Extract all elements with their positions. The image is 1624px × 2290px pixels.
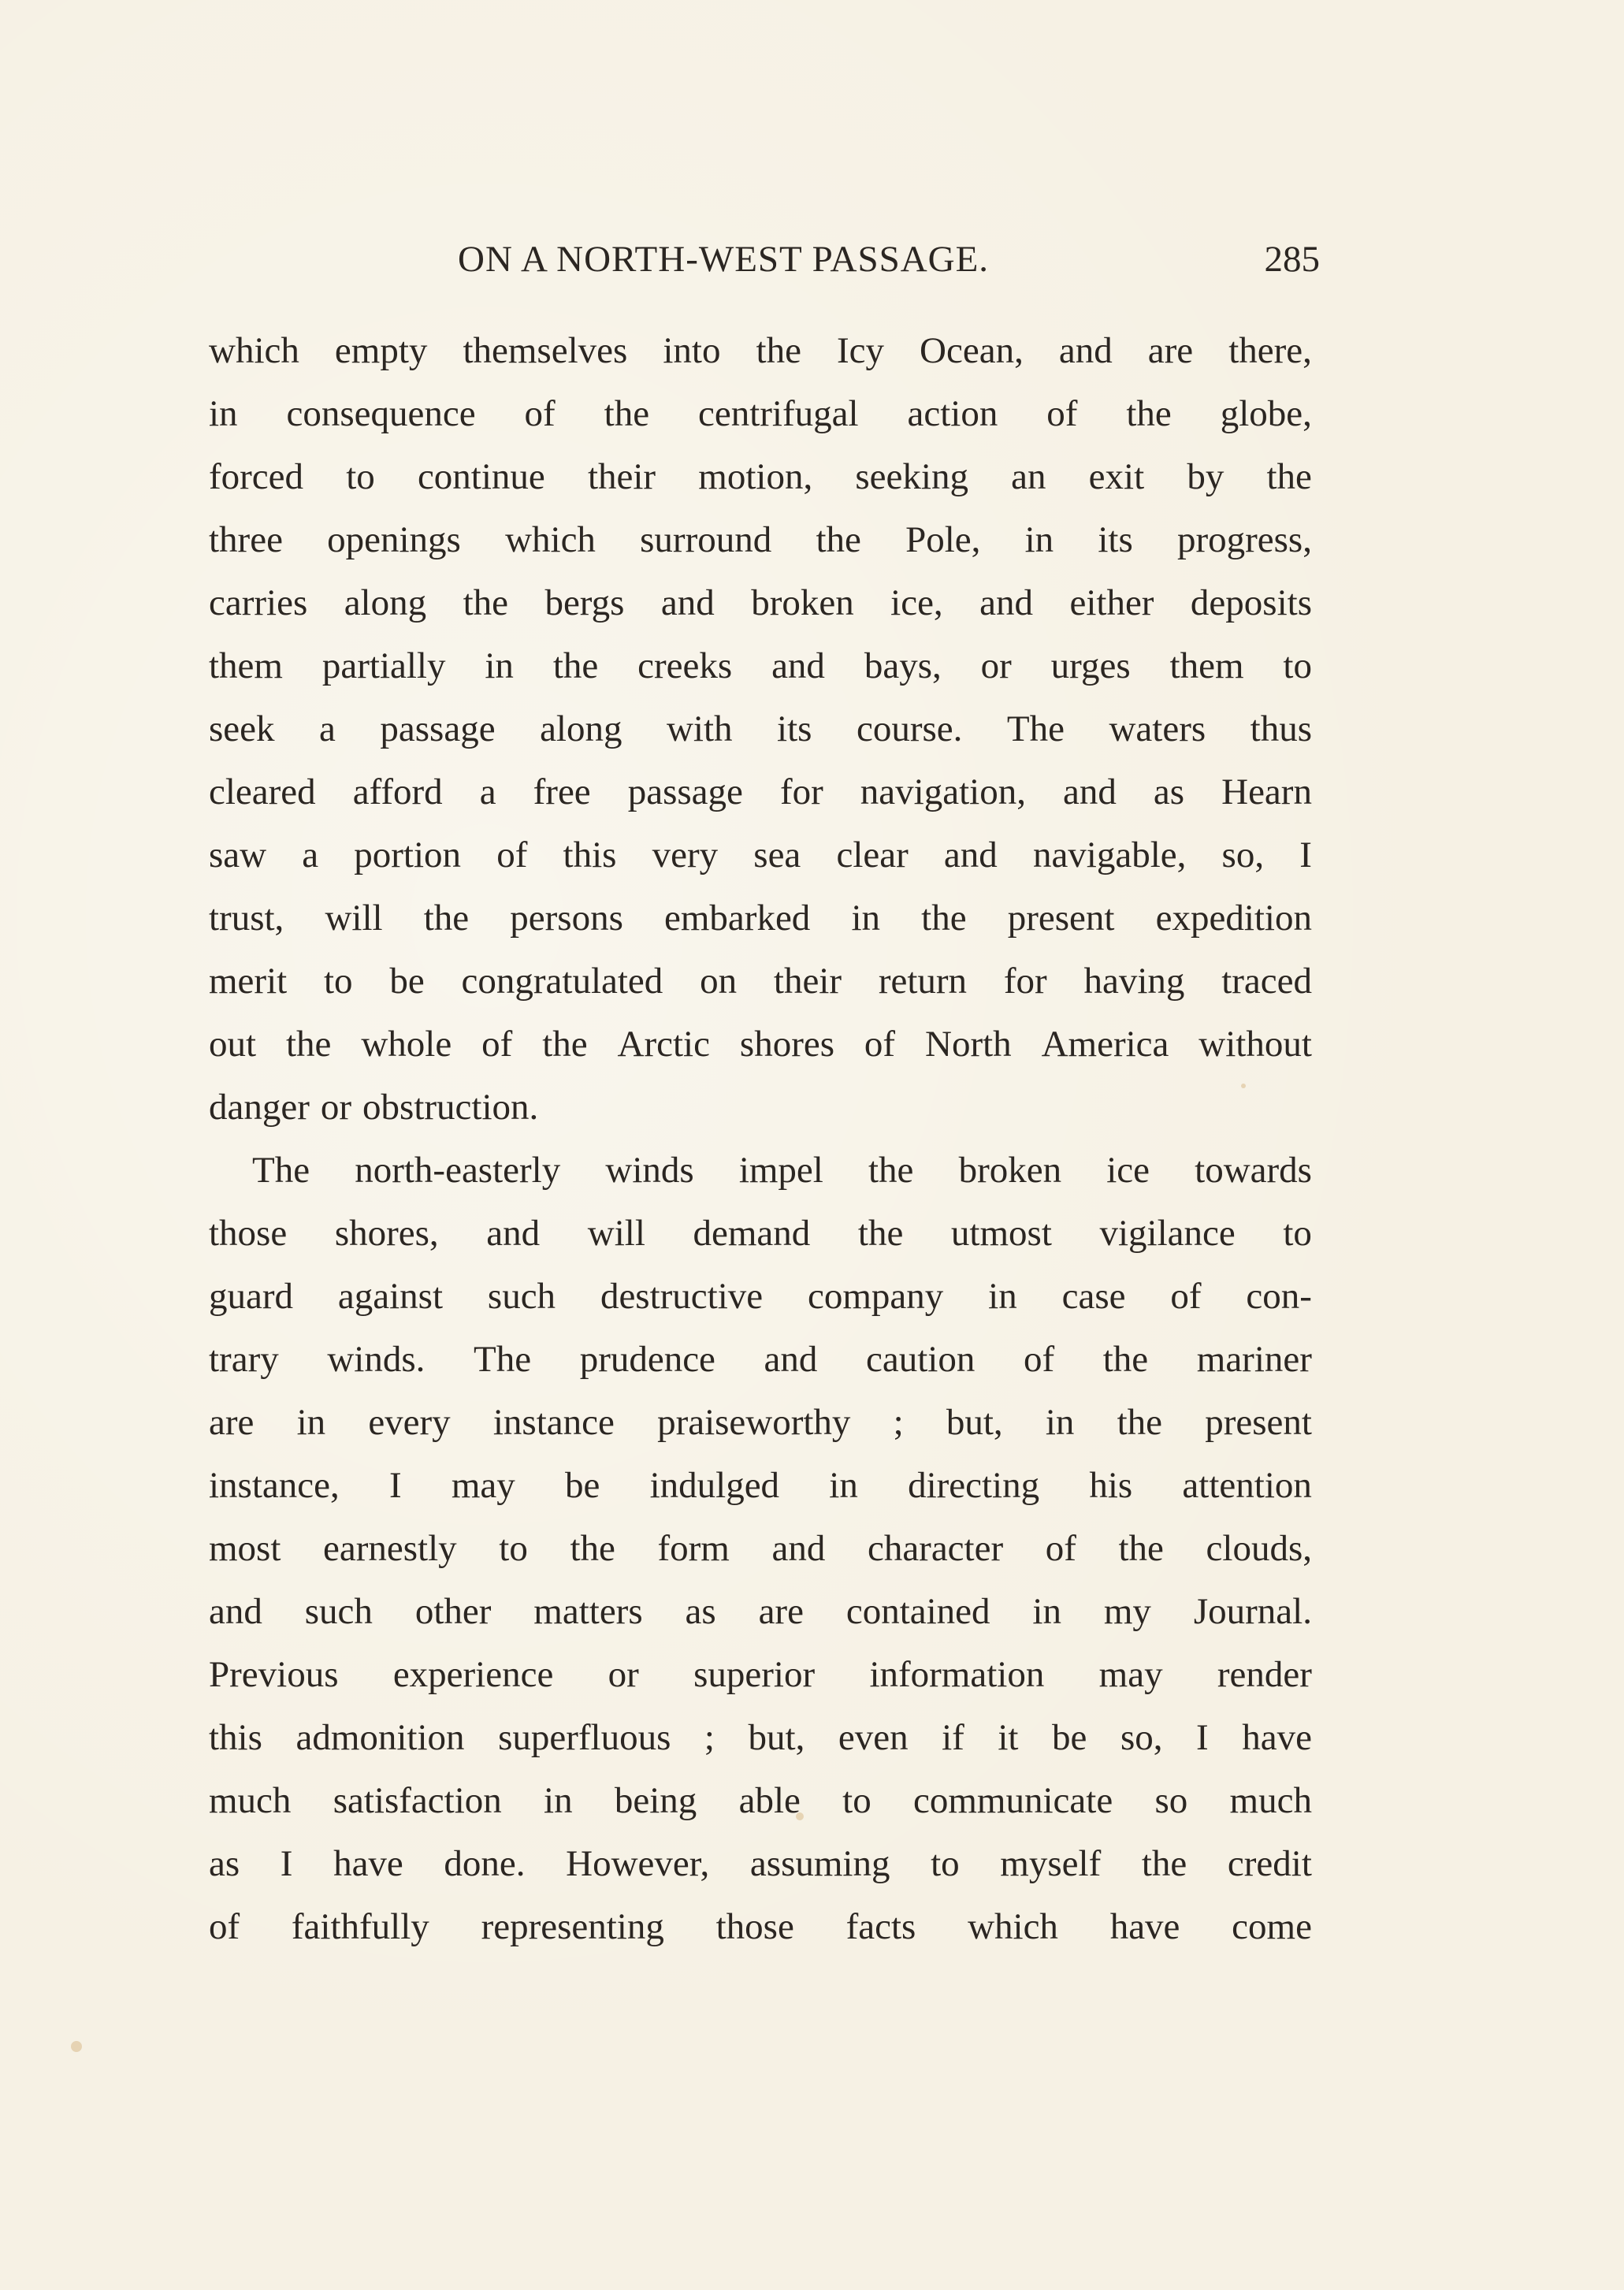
word: of [1023, 1339, 1055, 1380]
word: out [209, 1024, 257, 1065]
word: indulged [649, 1465, 780, 1506]
text-line [209, 445, 1312, 508]
word: are [1147, 330, 1194, 371]
text-line [209, 1580, 1312, 1643]
word: impel [738, 1150, 823, 1191]
word: Pole, [905, 519, 981, 560]
word: in [1032, 1591, 1061, 1632]
word: centrifugal [698, 393, 859, 434]
word: for [1003, 961, 1047, 1002]
word: cleared [209, 771, 316, 812]
word: my [1103, 1591, 1151, 1632]
word: and [764, 1339, 818, 1380]
word: present [1205, 1402, 1312, 1443]
word: every [368, 1402, 451, 1443]
word: merit [209, 961, 288, 1002]
word: and [1063, 771, 1117, 812]
word: and [486, 1213, 541, 1254]
word: of [864, 1024, 896, 1065]
word: of [481, 1024, 513, 1065]
word: case [1061, 1276, 1126, 1317]
word: to [346, 456, 375, 497]
word: as [685, 1591, 716, 1632]
word: being [614, 1780, 697, 1821]
word: facts [845, 1906, 916, 1947]
word: those [209, 1213, 288, 1254]
word: a [319, 708, 336, 749]
word: surround [640, 519, 772, 560]
word: have [333, 1843, 403, 1884]
word: whole [361, 1024, 452, 1065]
text-line [209, 697, 1312, 760]
word: them [209, 645, 283, 686]
text-line [209, 1391, 1312, 1454]
word: will [587, 1213, 645, 1254]
word: without [1198, 1024, 1312, 1065]
word: representing [481, 1906, 664, 1947]
word: such [487, 1276, 556, 1317]
word: the [1102, 1339, 1149, 1380]
word: continue [417, 456, 545, 497]
word: its [777, 708, 812, 749]
word: its [1098, 519, 1133, 560]
word: with [666, 708, 733, 749]
word: and [771, 645, 825, 686]
word: may [1098, 1654, 1163, 1695]
word: along [344, 582, 427, 623]
word: Hearn [1221, 771, 1312, 812]
word: instance [492, 1402, 615, 1443]
word: the [921, 898, 967, 939]
word: the [604, 393, 650, 434]
word: in [296, 1402, 326, 1443]
word: navigable, [1032, 835, 1187, 875]
word: so, [1221, 835, 1265, 875]
word: but, [946, 1402, 1003, 1443]
word: myself [1000, 1843, 1102, 1884]
word: and [660, 582, 715, 623]
word: to [499, 1528, 528, 1569]
word: urges [1050, 645, 1131, 686]
word: or [320, 1087, 352, 1128]
word: much [1229, 1780, 1312, 1821]
text-line [209, 1202, 1312, 1265]
word: and [1058, 330, 1113, 371]
word: the [857, 1213, 904, 1254]
page-number: 285 [1264, 239, 1320, 280]
paragraph-end-line [209, 1076, 1312, 1139]
word: along [540, 708, 622, 749]
word: have [1109, 1906, 1180, 1947]
word: which [505, 519, 596, 560]
word: progress, [1176, 519, 1312, 560]
word: and [943, 835, 998, 875]
word: Ocean, [920, 330, 1024, 371]
word: creeks [637, 645, 733, 686]
text-line [209, 1895, 1312, 1958]
word: render [1217, 1654, 1312, 1695]
word: so, [1120, 1717, 1163, 1758]
word: afford [352, 771, 443, 812]
word: I [1299, 835, 1312, 875]
word: company [808, 1276, 944, 1317]
word: Arctic [617, 1024, 710, 1065]
word: shores [739, 1024, 834, 1065]
word: seeking [855, 456, 968, 497]
word: of [209, 1906, 240, 1947]
word: danger [209, 1087, 310, 1128]
word: attention [1182, 1465, 1312, 1506]
text-line [209, 1265, 1312, 1328]
word: may [451, 1465, 515, 1506]
word: globe, [1220, 393, 1312, 434]
word: However, [566, 1843, 710, 1884]
word: North [925, 1024, 1012, 1065]
word: on [700, 961, 738, 1002]
word: in [1024, 519, 1054, 560]
text-line [209, 1013, 1312, 1076]
word: winds [605, 1150, 694, 1191]
word: the [1266, 456, 1312, 497]
word: and [979, 582, 1034, 623]
word: or [608, 1654, 639, 1695]
word: course. [856, 708, 963, 749]
word: are [758, 1591, 804, 1632]
word: them [1169, 645, 1244, 686]
word: clear [836, 835, 909, 875]
word: but, [748, 1717, 805, 1758]
word: ice, [890, 582, 943, 623]
word: towards [1195, 1150, 1312, 1191]
word: a [302, 835, 319, 875]
word: it [998, 1717, 1019, 1758]
word: there, [1228, 330, 1312, 371]
text-line [209, 1643, 1312, 1706]
word: caution [866, 1339, 976, 1380]
word: the [1117, 1402, 1163, 1443]
word: in [544, 1780, 573, 1821]
word: bays, [864, 645, 942, 686]
word: saw [209, 835, 267, 875]
word: of [1046, 393, 1078, 434]
word: of [496, 835, 528, 875]
word: thus [1250, 708, 1312, 749]
word: will [325, 898, 383, 939]
word: forced [209, 456, 304, 497]
word: character [867, 1528, 1004, 1569]
word: I [388, 1465, 402, 1506]
word: the [816, 519, 861, 560]
word: very [652, 835, 719, 875]
word: the [423, 898, 470, 939]
word: even [838, 1717, 909, 1758]
word: the [552, 645, 599, 686]
word: return [878, 961, 968, 1002]
word: shores, [334, 1213, 439, 1254]
word: such [304, 1591, 373, 1632]
word: information [869, 1654, 1045, 1695]
word: superior [693, 1654, 816, 1695]
word: The [474, 1339, 532, 1380]
word: clouds, [1206, 1528, 1312, 1569]
word: Icy [836, 330, 884, 371]
running-head [209, 238, 1320, 285]
word: in [851, 898, 881, 939]
word: for [779, 771, 823, 812]
word: prudence [579, 1339, 715, 1380]
word: which [209, 330, 299, 371]
word: assuming [749, 1843, 890, 1884]
word: if [942, 1717, 964, 1758]
word: deposits [1190, 582, 1312, 623]
word: partially [321, 645, 446, 686]
word: much [209, 1780, 292, 1821]
text-line [209, 1517, 1312, 1580]
word: I [1196, 1717, 1209, 1758]
word: contained [845, 1591, 990, 1632]
word: satisfaction [333, 1780, 502, 1821]
body-text [209, 319, 1312, 1958]
word: themselves [463, 330, 628, 371]
word: the [570, 1528, 615, 1569]
text-line [209, 571, 1312, 634]
word: broken [958, 1150, 1062, 1191]
paper-speck [1241, 1084, 1246, 1088]
word: praiseworthy [657, 1402, 851, 1443]
word: sea [753, 835, 801, 875]
word: openings [327, 519, 461, 560]
word: of [1045, 1528, 1076, 1569]
word: other [414, 1591, 492, 1632]
word: superfluous [498, 1717, 671, 1758]
word: faithfully [291, 1906, 429, 1947]
word: the [868, 1150, 914, 1191]
word: motion, [698, 456, 813, 497]
word: carries [209, 582, 308, 623]
word: demand [693, 1213, 811, 1254]
word: either [1069, 582, 1154, 623]
word: utmost [950, 1213, 1052, 1254]
word: Journal. [1193, 1591, 1312, 1632]
word: con- [1246, 1276, 1312, 1317]
word: experience [392, 1654, 554, 1695]
text-line [209, 1454, 1312, 1517]
text-line [209, 887, 1312, 950]
word: most [209, 1528, 281, 1569]
word: the [1126, 393, 1172, 434]
word: be [389, 961, 425, 1002]
word: destructive [600, 1276, 764, 1317]
word: exit [1088, 456, 1145, 497]
word: against [337, 1276, 444, 1317]
word: in [829, 1465, 858, 1506]
word: The [252, 1150, 310, 1191]
word: his [1089, 1465, 1133, 1506]
word: expedition [1155, 898, 1312, 939]
word: The [1006, 708, 1065, 749]
word: those [715, 1906, 794, 1947]
word: waters [1109, 708, 1206, 749]
text-line [209, 1769, 1312, 1832]
paper-speck [71, 2041, 82, 2052]
word: action [907, 393, 998, 434]
word: which [968, 1906, 1058, 1947]
text-line [209, 950, 1312, 1013]
word: directing [908, 1465, 1040, 1506]
word: portion [354, 835, 462, 875]
word: three [209, 519, 283, 560]
word: free [533, 771, 591, 812]
word: passage [380, 708, 496, 749]
word: matters [533, 1591, 643, 1632]
text-line [209, 1706, 1312, 1769]
word: in [209, 393, 238, 434]
word: the [1118, 1528, 1164, 1569]
word: an [1011, 456, 1046, 497]
text-line [209, 1832, 1312, 1895]
word: Previous [209, 1654, 339, 1695]
word: north-easterly [355, 1150, 561, 1191]
word: navigation, [860, 771, 1026, 812]
word: the [463, 582, 508, 623]
word: their [773, 961, 842, 1002]
word: obstruction. [362, 1087, 539, 1128]
word: admonition [295, 1717, 465, 1758]
text-line [209, 508, 1312, 571]
word: congratulated [461, 961, 663, 1002]
word: the [1141, 1843, 1187, 1884]
word: ; [704, 1717, 715, 1758]
word: or [980, 645, 1012, 686]
paragraph-start-line [209, 1139, 1312, 1202]
word: passage [627, 771, 743, 812]
word: vigilance [1099, 1213, 1236, 1254]
word: broken [751, 582, 854, 623]
word: form [657, 1528, 730, 1569]
word: and [771, 1528, 826, 1569]
word: consequence [286, 393, 476, 434]
word: credit [1227, 1843, 1312, 1884]
word: in [1045, 1402, 1075, 1443]
text-line [209, 823, 1312, 887]
word: instance, [209, 1465, 340, 1506]
text-line [209, 760, 1312, 823]
word: done. [444, 1843, 526, 1884]
word: to [1283, 1213, 1312, 1254]
text-line [209, 1328, 1312, 1391]
text-line [209, 319, 1312, 382]
word: winds. [327, 1339, 426, 1380]
text-line [209, 634, 1312, 697]
word: embarked [664, 898, 811, 939]
word: traced [1221, 961, 1312, 1002]
word: by [1187, 456, 1225, 497]
text-line [209, 382, 1312, 445]
word: to [323, 961, 353, 1002]
word: their [587, 456, 656, 497]
word: into [663, 330, 721, 371]
word: trust, [209, 898, 284, 939]
word: this [563, 835, 617, 875]
word: have [1242, 1717, 1312, 1758]
running-title: ON A NORTH-WEST PASSAGE. [458, 239, 990, 280]
word: seek [209, 708, 275, 749]
word: to [842, 1780, 871, 1821]
word: persons [510, 898, 623, 939]
word: present [1007, 898, 1115, 939]
word: a [479, 771, 496, 812]
word: in [485, 645, 514, 686]
word: communicate [913, 1780, 1113, 1821]
word: ice [1106, 1150, 1150, 1191]
word: come [1232, 1906, 1312, 1947]
word: of [524, 393, 556, 434]
word: bergs [544, 582, 625, 623]
word: are [209, 1402, 255, 1443]
word: earnestly [323, 1528, 457, 1569]
word: the [542, 1024, 588, 1065]
word: as [209, 1843, 240, 1884]
word: empty [334, 330, 428, 371]
word: so [1154, 1780, 1188, 1821]
word: this [209, 1717, 262, 1758]
word: in [988, 1276, 1017, 1317]
word: trary [209, 1339, 279, 1380]
word: as [1153, 771, 1185, 812]
paper-speck [796, 1812, 804, 1820]
word: guard [209, 1276, 294, 1317]
word: of [1170, 1276, 1202, 1317]
word: mariner [1196, 1339, 1312, 1380]
word: I [280, 1843, 293, 1884]
word: be [1052, 1717, 1087, 1758]
word: to [931, 1843, 960, 1884]
word: America [1041, 1024, 1169, 1065]
word: to [1283, 645, 1312, 686]
word: the [285, 1024, 332, 1065]
word: the [756, 330, 801, 371]
word: ; [893, 1402, 904, 1443]
word: having [1083, 961, 1185, 1002]
word: able [738, 1780, 801, 1821]
word: and [209, 1591, 262, 1632]
word: be [564, 1465, 600, 1506]
